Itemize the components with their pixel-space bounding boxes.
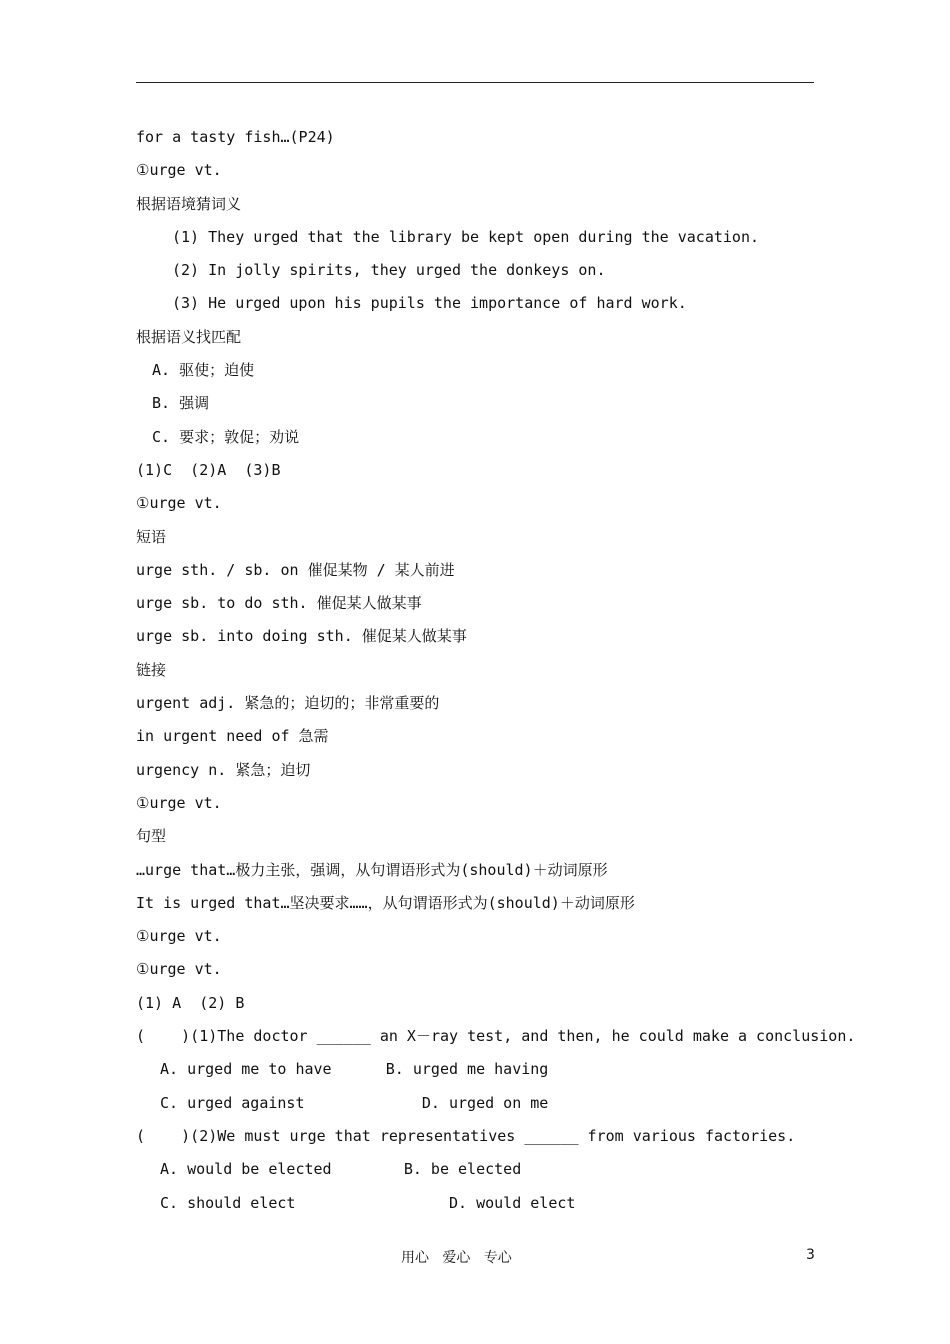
text-line: urge sth. / sb. on 催促某物 / 某人前进 [136,560,455,579]
text-line: for a tasty fish…(P24) [136,128,335,146]
text-line: ①urge vt. [136,793,222,812]
text-line: C. should elect D. would elect [160,1193,576,1212]
text-line: urgency n. 紧急；迫切 [136,760,311,779]
text-line: C. 要求；敦促；劝说 [152,427,300,446]
header-rule [136,82,814,83]
text-line: ①urge vt. [136,161,222,180]
text-line: ①urge vt. [136,494,222,513]
text-line: 根据语义找匹配 [136,327,242,346]
text-line: 句型 [136,827,167,846]
text-line: …urge that…极力主张，强调，从句谓语形式为(should)＋动词原形 [136,860,608,879]
document-body [136,125,856,1224]
text-line: 链接 [136,660,167,679]
text-line: (3) He urged upon his pupils the importance of hard work. [172,294,687,313]
text-line: It is urged that…坚决要求……，从句谓语形式为(should)＋动词原形 [136,893,635,912]
text-line: urge sb. to do sth. 催促某人做某事 [136,594,422,613]
text-line: C. urged against D. urged on me [160,1093,549,1112]
text-line: (2) In jolly spirits, they urged the donkeys on. [172,261,606,280]
footer-motto: 用心 爱心 专心 [401,1250,512,1266]
text-line: A. would be elected B. be elected [160,1160,522,1179]
text-line: ( )(1)The doctor ______ an X－ray test, and then, he could make a conclusion. [136,1027,856,1046]
text-line: (1) A (2) B [136,993,245,1012]
text-line: urge sb. into doing sth. 催促某人做某事 [136,627,467,646]
text-line: A. urged me to have B. urged me having [160,1060,549,1079]
text-line: ( )(2)We must urge that representatives ______ from various factories. [136,1126,796,1145]
text-line: B. 强调 [152,394,210,413]
text-line: (1)C (2)A (3)B [136,460,281,479]
text-line: urgent adj. 紧急的；迫切的；非常重要的 [136,694,440,713]
text-line: ①urge vt. [136,927,222,946]
text-line: in urgent need of 急需 [136,727,329,746]
text-line: (1) They urged that the library be kept open during the vacation. [172,227,759,246]
text-line: 短语 [136,527,167,546]
text-line: 根据语境猜词义 [136,194,242,213]
text-line: A. 驱使；迫使 [152,361,255,380]
text-line: ①urge vt. [136,960,222,979]
page-number: 3 [806,1247,815,1263]
